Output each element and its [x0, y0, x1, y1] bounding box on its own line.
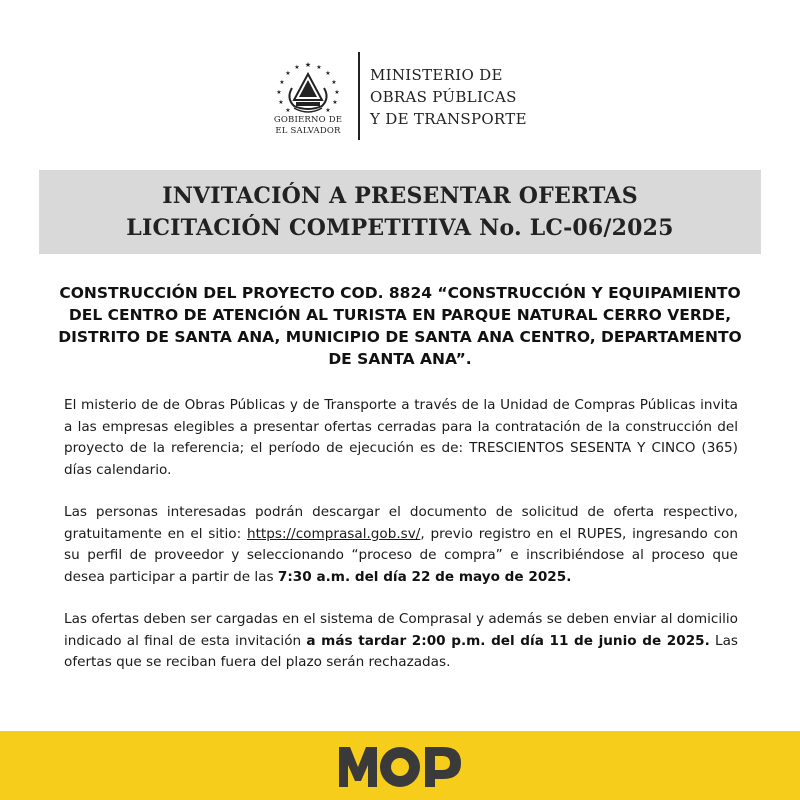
invitation-body	[64, 395, 738, 695]
svg-text:★: ★	[325, 107, 331, 114]
download-text-2: , previo registro en el RUPES, ingresando con su perfil de proveedor y seleccionando “proceso de compra” e inscribiéndose al proceso que desea participar a partir de las	[64, 525, 738, 585]
title-line-1: INVITACIÓN A PRESENTAR OFERTAS	[162, 183, 638, 209]
deadline-date: a más tardar 2:00 p.m. del día 11 de junio de 2025.	[306, 632, 710, 649]
paragraph-submission-deadline	[64, 609, 738, 674]
svg-text:★: ★	[304, 61, 312, 69]
deadline-text-1: Las ofertas deben ser cargadas en el sistema de Comprasal y además se deben enviar al domicilio indicado al final de esta invitación	[64, 611, 738, 649]
ministry-line-1: MINISTERIO DE	[370, 66, 503, 84]
ministry-header	[262, 48, 562, 144]
header-divider	[358, 52, 360, 140]
svg-text:★: ★	[325, 70, 331, 77]
mop-logo	[337, 743, 463, 789]
title-band	[39, 170, 761, 254]
start-date: 7:30 a.m. del día 22 de mayo de 2025.	[277, 568, 572, 585]
ministry-line-3: Y DE TRANSPORTE	[370, 110, 527, 128]
svg-text:★: ★	[334, 89, 340, 96]
paragraph-execution-period: El misterio de de Obras Públicas y de Transporte a través de la Unidad de Compras Públicas invita a las empresas elegibles a presentar ofertas cerradas para la contratación de la construcción del proyecto de la referencia; el período de ejecución es de: TRESCIENTOS SESENTA Y CINCO (365) días calendario.	[64, 397, 738, 478]
svg-text:★: ★	[331, 79, 337, 86]
project-heading: CONSTRUCCIÓN DEL PROYECTO COD. 8824 “CONSTRUCCIÓN Y EQUIPAMIENTO DEL CENTRO DE ATENCIÓN AL TURISTA EN PARQUE NATURAL CERRO VERDE, DISTRITO DE SANTA ANA, MUNICIPIO DE SANTA ANA CENTRO, DEPARTAMENTO DE SANTA ANA”.	[58, 284, 742, 368]
svg-text:★: ★	[285, 70, 291, 77]
footer-band	[0, 731, 800, 800]
title-line-2: LICITACIÓN COMPETITIVA No. LC-06/2025	[126, 215, 674, 241]
svg-text:★: ★	[276, 89, 282, 96]
ministry-line-2: OBRAS PÚBLICAS	[370, 88, 517, 106]
gov-line-1: GOBIERNO DE	[273, 115, 343, 125]
svg-text:★: ★	[332, 99, 338, 106]
svg-text:★: ★	[316, 64, 322, 71]
svg-text:★: ★	[279, 79, 285, 86]
paragraph-download-instructions	[64, 502, 738, 588]
svg-text:★: ★	[285, 107, 291, 114]
comprasal-link[interactable]: https://comprasal.gob.sv/	[246, 525, 421, 542]
gov-line-2: EL SALVADOR	[275, 126, 341, 136]
ministry-name	[370, 64, 570, 130]
deadline-text-2: Las ofertas que se reciban fuera del plazo serán rechazadas.	[64, 632, 739, 670]
svg-text:★: ★	[278, 99, 284, 106]
government-label	[262, 115, 354, 137]
download-text-1: Las personas interesadas podrán descargar el documento de solicitud de oferta respectivo, gratuitamente en el sitio:	[64, 504, 738, 542]
svg-text:★: ★	[294, 64, 300, 71]
